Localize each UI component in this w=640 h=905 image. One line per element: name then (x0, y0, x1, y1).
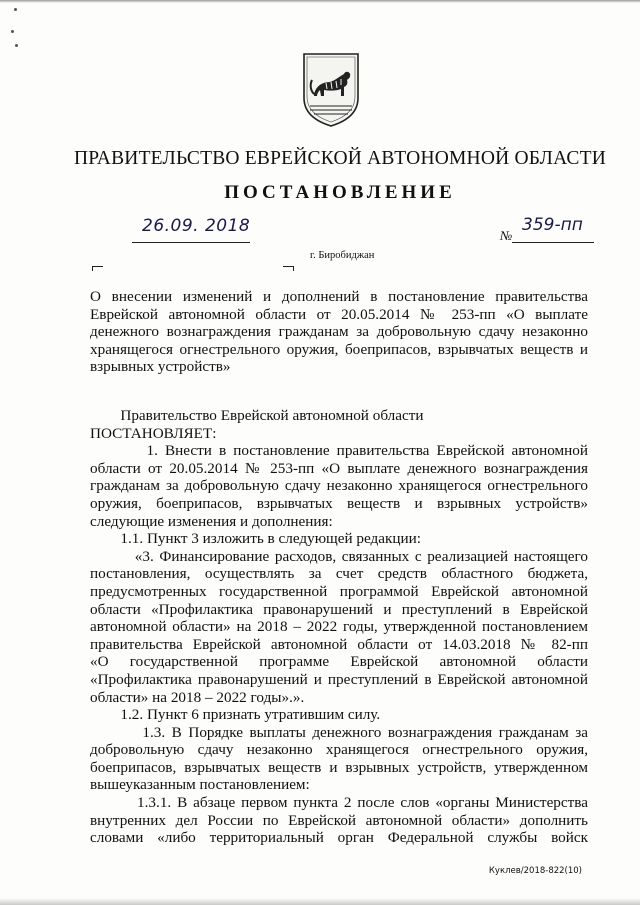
body-line: области «Профилактика правонарушений и преступлений в Еврейской (90, 600, 588, 618)
body-line: предусмотренных государственной программой Еврейской автономной (90, 582, 588, 600)
body-line: гражданам за добровольную сдачу незаконно хранящегося огнестрельного (90, 477, 588, 495)
body-line: постановления, осуществлять за счет средств областного бюджета, (90, 565, 588, 583)
subject-line: денежного вознаграждения гражданам за добровольную сдачу незаконно (90, 323, 588, 341)
body-line: Правительство Еврейской автономной области (90, 407, 424, 424)
body-line: словами «либо территориальный орган Федеральной службы войск (90, 829, 588, 847)
body-line: внутренних дел России по Еврейской автономной области» дополнить (90, 811, 588, 829)
body-line: автономной области» на 2018 – 2022 годы, утвержденной постановлением (90, 618, 588, 636)
body-line: 1. Внести в постановление правительства Еврейской автономной (90, 442, 588, 460)
body-line: вышеуказанным постановлением: (90, 776, 310, 794)
body-line: 1.3.1. В абзаце первом пункта 2 после слов «органы Министерства (90, 794, 588, 812)
government-title: ПРАВИТЕЛЬСТВО ЕВРЕЙСКОЙ АВТОНОМНОЙ ОБЛАСТИ (73, 148, 607, 169)
document-body (90, 407, 588, 847)
body-line: следующие изменения и дополнения: (90, 512, 333, 530)
subject-line: Еврейской автономной области от 20.05.2014 № 253-пп «О выплате (90, 305, 588, 323)
body-line: правительства Еврейской автономной области от 14.03.2018 № 82-пп (90, 635, 588, 653)
subject-line: взрывных устройств» (90, 358, 231, 376)
body-line: 1.2. Пункт 6 признать утратившим силу. (90, 706, 381, 724)
body-line: добровольную сдачу незаконно хранящегося огнестрельного оружия, (90, 741, 588, 759)
subject-line: О внесении изменений и дополнений в постановление правительства (90, 288, 588, 305)
document-number: 359-пп (522, 215, 583, 235)
subject-line: хранящегося огнестрельного оружия, боеприпасов, взрывчатых веществ и (90, 340, 588, 358)
body-line: оружия, боеприпасов, взрывчатых веществ и взрывных устройств» (90, 494, 588, 512)
scan-bottom-edge (0, 898, 640, 905)
scan-speck (11, 30, 14, 33)
number-sign: № (500, 228, 513, 243)
footer-code: Куклев/2018-822(10) (488, 866, 582, 876)
city-label: г. Биробиджан (310, 250, 375, 261)
scan-top-edge (0, 0, 640, 3)
document-date: 26.09. 2018 (142, 216, 251, 236)
body-line: области от 20.05.2014 № 253-пп «О выплате денежного вознаграждения (90, 459, 588, 477)
body-line: «О государственной программе Еврейской автономной области (90, 653, 588, 671)
body-line: «3. Финансирование расходов, связанных с реализацией настоящего (90, 547, 588, 565)
body-line: ПОСТАНОВЛЯЕТ: (90, 424, 217, 442)
body-line: «Профилактика правонарушений и преступлений в Еврейской автономной (90, 670, 588, 688)
document-subject (90, 288, 588, 376)
subject-bracket-right (283, 266, 294, 271)
scan-speck (14, 8, 17, 11)
subject-bracket-left (92, 266, 103, 271)
document-type-heading: ПОСТАНОВЛЕНИЕ (224, 182, 456, 203)
body-line: 1.1. Пункт 3 изложить в следующей редакции: (90, 530, 421, 548)
scan-speck (15, 44, 18, 47)
coat-of-arms-tiger-icon (300, 50, 362, 128)
body-line: боеприпасов, взрывчатых веществ и взрывных устройств, утвержденном (90, 758, 588, 776)
body-line: 1.3. В Порядке выплаты денежного вознаграждения гражданам за (90, 723, 588, 741)
body-line: области» на 2018 – 2022 годы».». (90, 688, 305, 706)
